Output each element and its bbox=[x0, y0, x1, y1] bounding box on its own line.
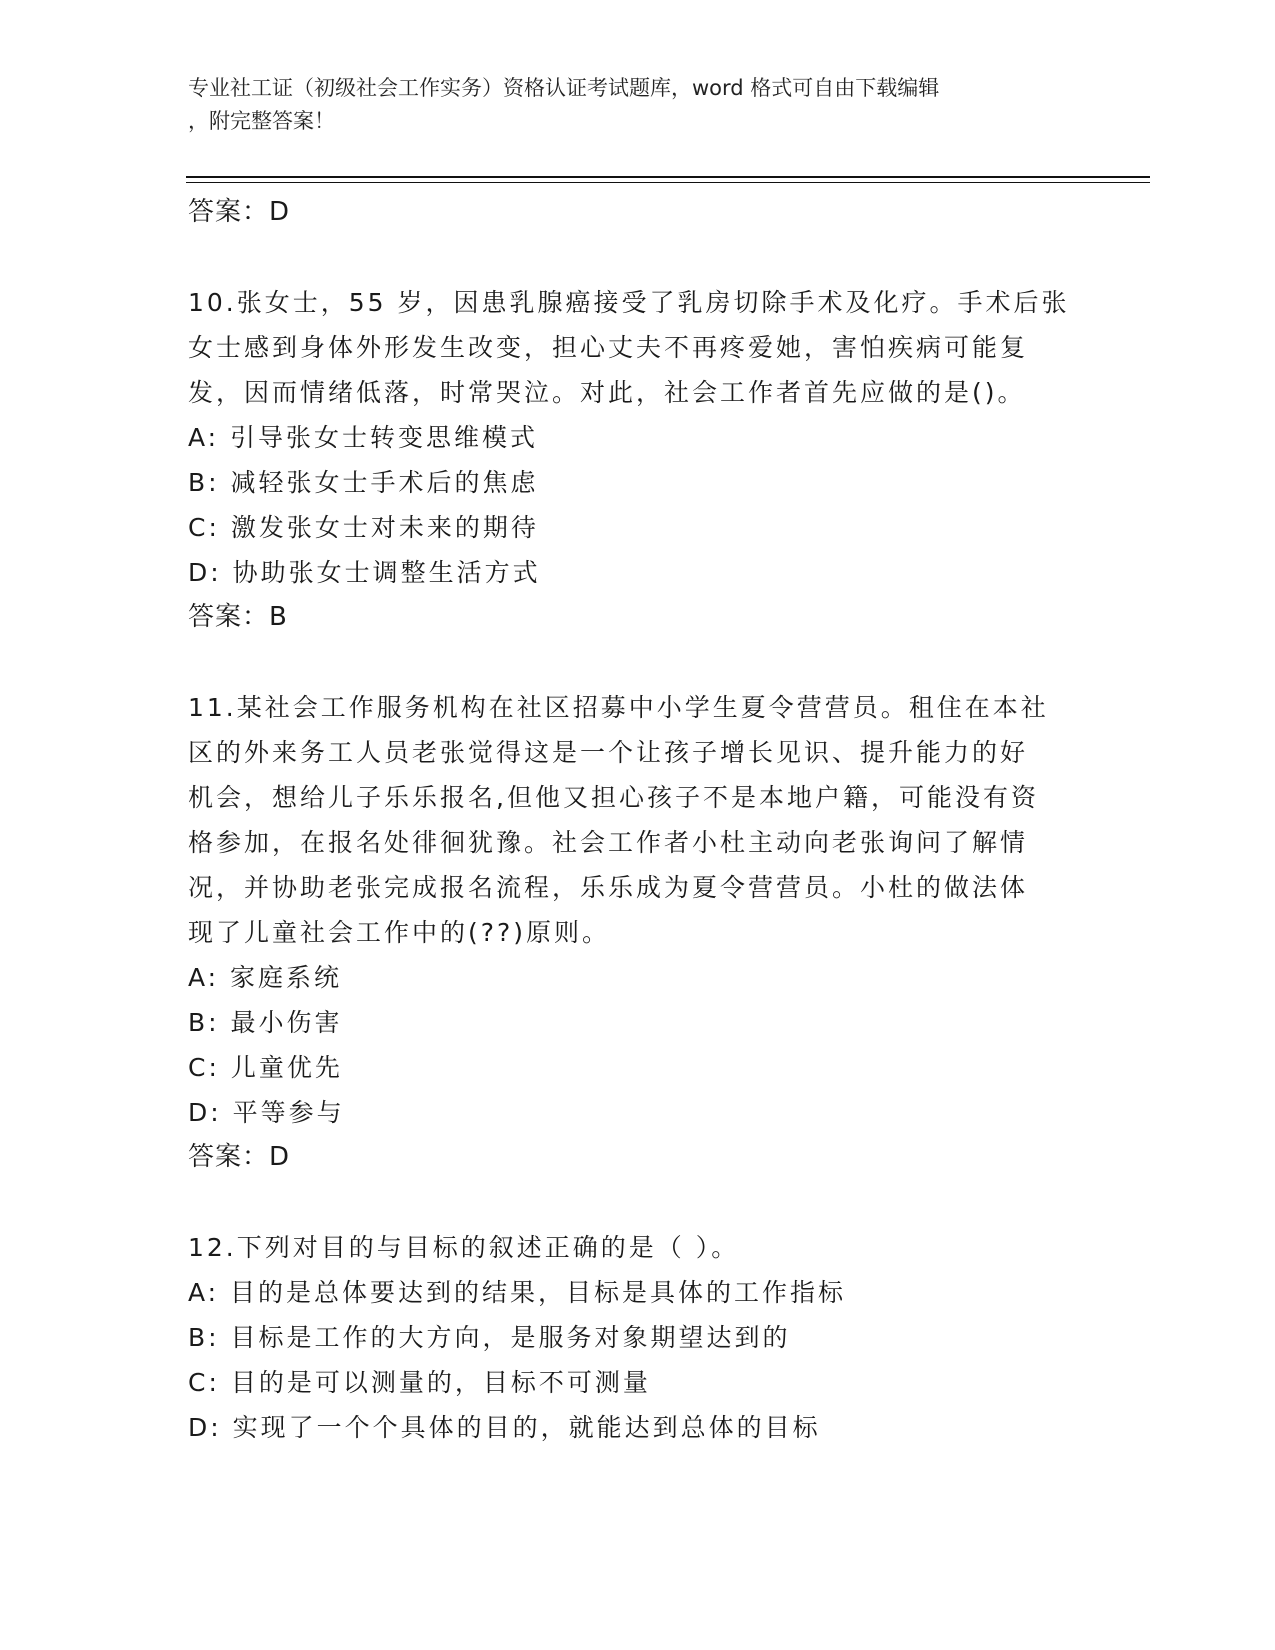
question-text-line: 11.某社会工作服务机构在社区招募中小学生夏令营营员。租住在本社 bbox=[188, 693, 1049, 722]
question-text-line: 12.下列对目的与目标的叙述正确的是（ ）。 bbox=[188, 1233, 740, 1262]
option-a: A: 目的是总体要达到的结果，目标是具体的工作指标 bbox=[188, 1278, 847, 1307]
question-text-line: 格参加，在报名处徘徊犹豫。社会工作者小杜主动向老张询问了解情 bbox=[188, 828, 1029, 857]
question-12 bbox=[188, 1225, 1088, 1450]
question-10 bbox=[188, 280, 1088, 640]
question-text-line: 区的外来务工人员老张觉得这是一个让孩子增长见识、提升能力的好 bbox=[188, 738, 1029, 767]
question-text-line: 发，因而情绪低落，时常哭泣。对此，社会工作者首先应做的是()。 bbox=[188, 378, 1026, 407]
option-c: C: 目的是可以测量的，目标不可测量 bbox=[188, 1368, 651, 1397]
option-c: C: 激发张女士对未来的期待 bbox=[188, 513, 539, 542]
header-rule-thick bbox=[186, 176, 1150, 178]
option-c: C: 儿童优先 bbox=[188, 1053, 343, 1082]
option-b: B: 减轻张女士手术后的焦虑 bbox=[188, 468, 539, 497]
header-rule-thin bbox=[186, 182, 1150, 183]
answer-q10: 答案：B bbox=[188, 602, 288, 632]
option-d: D: 实现了一个个具体的目的，就能达到总体的目标 bbox=[188, 1413, 821, 1442]
question-text-line: 10.张女士，55 岁，因患乳腺癌接受了乳房切除手术及化疗。手术后张 bbox=[188, 288, 1070, 317]
question-text-line: 女士感到身体外形发生改变，担心丈夫不再疼爱她，害怕疾病可能复 bbox=[188, 333, 1029, 362]
option-b: B: 最小伤害 bbox=[188, 1008, 343, 1037]
page-header bbox=[188, 72, 1068, 138]
option-b: B: 目标是工作的大方向，是服务对象期望达到的 bbox=[188, 1323, 791, 1352]
header-line-2: ，附完整答案！ bbox=[188, 109, 335, 133]
question-11 bbox=[188, 685, 1088, 1180]
answer-q11: 答案：D bbox=[188, 1142, 291, 1172]
option-d: D: 平等参与 bbox=[188, 1098, 345, 1127]
question-text-line: 现了儿童社会工作中的(??)原则。 bbox=[188, 918, 611, 947]
question-text-line: 机会，想给儿子乐乐报名,但他又担心孩子不是本地户籍，可能没有资 bbox=[188, 783, 1039, 812]
option-d: D: 协助张女士调整生活方式 bbox=[188, 558, 541, 587]
answer-q9: 答案：D bbox=[188, 197, 291, 227]
option-a: A: 引导张女士转变思维模式 bbox=[188, 423, 539, 452]
option-a: A: 家庭系统 bbox=[188, 963, 343, 992]
question-content bbox=[188, 190, 1088, 1450]
header-line-1: 专业社工证（初级社会工作实务）资格认证考试题库，word 格式可自由下载编辑 bbox=[188, 76, 940, 100]
question-text-line: 况，并协助老张完成报名流程，乐乐成为夏令营营员。小杜的做法体 bbox=[188, 873, 1029, 902]
